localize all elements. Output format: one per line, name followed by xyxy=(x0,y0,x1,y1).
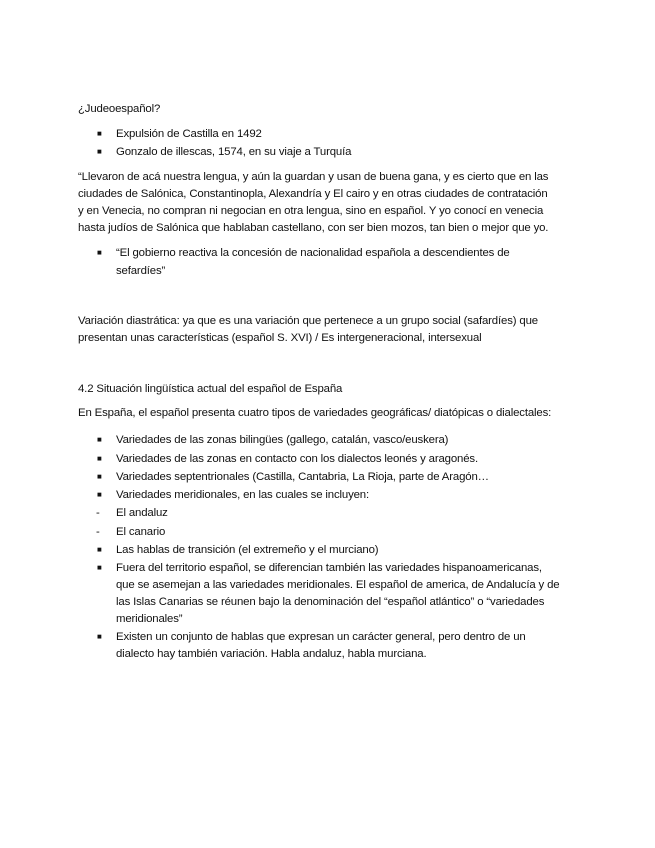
variety-item: Variedades de las zonas bilingües (gallego, catalán, vasco/euskera) xyxy=(116,434,449,446)
question-heading: ¿Judeoespañol? xyxy=(78,103,161,115)
dash-item: El andaluz xyxy=(116,507,168,519)
quote-line: “Llevaron de acá nuestra lengua, y aún la guardan y usan de buena gana, y es cierto que en las xyxy=(78,171,549,183)
dash-item: El canario xyxy=(116,526,166,538)
bullet-marker: ■ xyxy=(97,129,102,138)
bullet-item: Gonzalo de illescas, 1574, en su viaje a Turquía xyxy=(116,146,352,158)
fuera-line: meridionales” xyxy=(116,613,183,625)
bullet-marker: ■ xyxy=(97,472,102,481)
bullet-marker: ■ xyxy=(97,632,102,641)
dash-marker: - xyxy=(96,507,100,519)
variety-item: Variedades de las zonas en contacto con los dialectos leonés y aragonés. xyxy=(116,453,478,465)
bullet-marker: ■ xyxy=(97,454,102,463)
bullet-marker: ■ xyxy=(97,147,102,156)
fuera-line: las Islas Canarias se réunen bajo la denominación del “español atlántico” o “variedades xyxy=(116,596,545,608)
variety-item: Variedades meridionales, en las cuales se incluyen: xyxy=(116,489,370,501)
quote-line: ciudades de Salónica, Constantinopla, Alexandría y El cairo y en otras ciudades de contratación xyxy=(78,188,548,200)
bullet-item: “El gobierno reactiva la concesión de nacionalidad española a descendientes de xyxy=(116,247,510,259)
bullet-marker: ■ xyxy=(97,545,102,554)
bullet-marker: ■ xyxy=(97,490,102,499)
quote-line: hasta judíos de Salónica que hablaban castellano, con ser bien mozos, tan bien o mejor que yo. xyxy=(78,222,549,234)
existen-line: Existen un conjunto de hablas que expresan un carácter general, pero dentro de un xyxy=(116,631,526,643)
transicion-item: Las hablas de transición (el extremeño y el murciano) xyxy=(116,544,379,556)
intro-paragraph: En España, el español presenta cuatro tipos de variedades geográficas/ diatópicas o dialectales: xyxy=(78,407,552,419)
variety-item: Variedades septentrionales (Castilla, Cantabria, La Rioja, parte de Aragón… xyxy=(116,471,489,483)
variacion-line: Variación diastrática: ya que es una variación que pertenece a un grupo social (safardíes) que xyxy=(78,315,538,327)
fuera-line: Fuera del territorio español, se diferencian también las variedades hispanoamericanas, xyxy=(116,562,542,574)
bullet-item-cont: sefardíes” xyxy=(116,265,166,277)
bullet-marker: ■ xyxy=(97,435,102,444)
bullet-marker: ■ xyxy=(97,248,102,257)
section-heading: 4.2 Situación lingüística actual del español de España xyxy=(78,383,343,395)
dash-marker: - xyxy=(96,526,100,538)
bullet-marker: ■ xyxy=(97,563,102,572)
existen-line: dialecto hay también variación. Habla andaluz, habla murciana. xyxy=(116,648,427,660)
fuera-line: que se asemejan a las variedades meridionales. El español de america, de Andalucía y de xyxy=(116,579,560,591)
variacion-line: presentan unas características (español S. XVI) / Es intergeneracional, intersexual xyxy=(78,332,482,344)
quote-line: y en Venecia, no compran ni negocian en otra lengua, sino en español. Y yo conocí en venecia xyxy=(78,205,544,217)
bullet-item: Expulsión de Castilla en 1492 xyxy=(116,128,262,140)
